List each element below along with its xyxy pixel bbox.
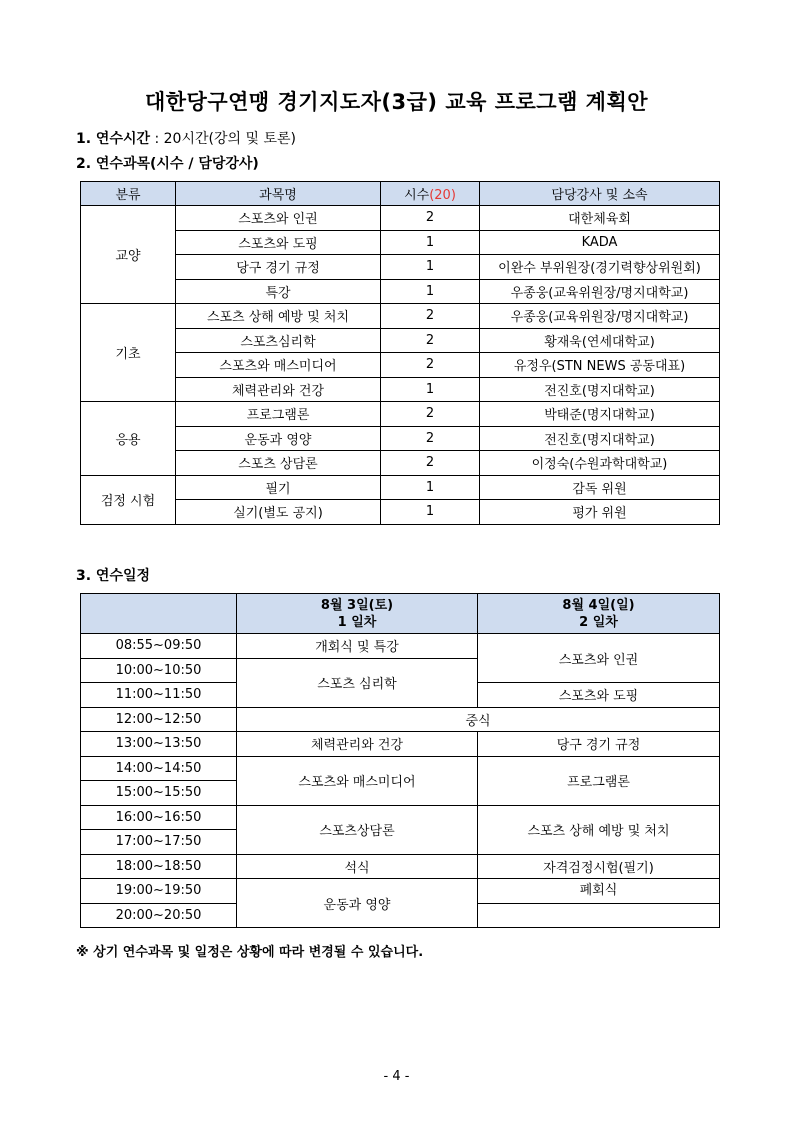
header-day1 — [237, 594, 478, 634]
table-row — [81, 328, 720, 353]
day2-session: 당구 경기 규정 — [478, 732, 720, 757]
time-cell: 08:55~09:50 — [81, 634, 237, 659]
hours-cell: 1 — [381, 475, 480, 500]
time-cell: 15:00~15:50 — [81, 781, 237, 806]
table-row — [81, 500, 720, 525]
day2-session: 스포츠와 인권 — [478, 634, 720, 683]
day2-session: 폐회식 — [478, 879, 720, 904]
day1-session: 석식 — [237, 854, 478, 879]
subject-cell: 스포츠 상담론 — [176, 451, 381, 476]
section-training-hours-value: : 20시간(강의 및 토론) — [154, 131, 296, 147]
day1-date: 8월 3일(토) — [320, 597, 394, 613]
subject-cell: 스포츠와 매스미디어 — [176, 353, 381, 378]
header-subject: 과목명 — [176, 182, 381, 206]
table-row — [81, 451, 720, 476]
day1-session: 개회식 및 특강 — [237, 634, 478, 659]
time-cell: 17:00~17:50 — [81, 830, 237, 855]
section-training-schedule — [76, 565, 150, 585]
section-training-schedule-label: 3. 연수일정 — [76, 568, 151, 584]
table-row — [81, 279, 720, 304]
section-training-subjects-label: 2. 연수과목(시수 / 담당강사) — [76, 156, 259, 172]
day2-date: 8월 4일(일) — [562, 597, 635, 613]
time-cell: 19:00~19:50 — [81, 879, 237, 904]
schedule-row — [81, 634, 720, 659]
instructor-cell: KADA — [480, 230, 720, 255]
day1-session: 체력관리와 건강 — [237, 732, 478, 757]
schedule-row — [81, 854, 720, 879]
table-row — [81, 353, 720, 378]
day1-label: 1 일차 — [337, 614, 377, 630]
instructor-cell: 이완수 부위원장(경기력향상위원회) — [480, 255, 720, 280]
schedule-table-header — [81, 594, 720, 634]
hours-cell: 2 — [381, 353, 480, 378]
schedule-row — [81, 756, 720, 781]
time-cell: 16:00~16:50 — [81, 805, 237, 830]
time-cell: 12:00~12:50 — [81, 707, 237, 732]
table-row — [81, 206, 720, 231]
header-hours — [381, 182, 480, 206]
time-cell: 20:00~20:50 — [81, 903, 237, 928]
course-table-header — [81, 182, 720, 206]
hours-cell: 2 — [381, 328, 480, 353]
instructor-cell: 우종웅(교육위원장/명지대학교) — [480, 304, 720, 329]
time-cell: 13:00~13:50 — [81, 732, 237, 757]
hours-cell: 2 — [381, 206, 480, 231]
hours-cell: 2 — [381, 451, 480, 476]
day2-session: 프로그램론 — [478, 756, 720, 805]
header-category: 분류 — [81, 182, 176, 206]
day2-empty-cell — [478, 903, 720, 928]
schedule-note: ※ 상기 연수과목 및 일정은 상황에 따라 변경될 수 있습니다. — [76, 945, 424, 960]
time-cell: 11:00~11:50 — [81, 683, 237, 708]
hours-cell: 1 — [381, 500, 480, 525]
subject-cell: 스포츠 상해 예방 및 처치 — [176, 304, 381, 329]
instructor-cell: 평가 위원 — [480, 500, 720, 525]
day2-session: 스포츠 상해 예방 및 처치 — [478, 805, 720, 854]
instructor-cell: 유정우(STN NEWS 공동대표) — [480, 353, 720, 378]
time-cell: 14:00~14:50 — [81, 756, 237, 781]
category-cell: 교양 — [81, 206, 176, 304]
schedule-row — [81, 732, 720, 757]
instructor-cell: 황재욱(연세대학교) — [480, 328, 720, 353]
instructor-cell: 우종웅(교육위원장/명지대학교) — [480, 279, 720, 304]
time-cell: 10:00~10:50 — [81, 658, 237, 683]
hours-cell: 2 — [381, 402, 480, 427]
day1-session: 스포츠상담론 — [237, 805, 478, 854]
subject-cell: 체력관리와 건강 — [176, 377, 381, 402]
header-hours-label: 시수 — [404, 188, 430, 203]
section-training-hours-label: 1. 연수시간 — [76, 131, 151, 147]
table-row — [81, 475, 720, 500]
subject-cell: 스포츠와 인권 — [176, 206, 381, 231]
schedule-row — [81, 879, 720, 904]
time-cell: 18:00~18:50 — [81, 854, 237, 879]
header-time-blank — [81, 594, 237, 634]
course-table — [80, 181, 720, 525]
schedule-row — [81, 805, 720, 830]
category-cell: 응용 — [81, 402, 176, 476]
table-row — [81, 255, 720, 280]
instructor-cell: 박태준(명지대학교) — [480, 402, 720, 427]
day2-label: 2 일차 — [579, 614, 618, 630]
hours-cell: 1 — [381, 279, 480, 304]
header-day2 — [478, 594, 720, 634]
header-instructor: 담당강사 및 소속 — [480, 182, 720, 206]
table-row — [81, 426, 720, 451]
subject-cell: 실기(별도 공지) — [176, 500, 381, 525]
category-cell: 검정 시험 — [81, 475, 176, 524]
day1-session: 스포츠와 매스미디어 — [237, 756, 478, 805]
hours-cell: 1 — [381, 377, 480, 402]
subject-cell: 스포츠심리학 — [176, 328, 381, 353]
hours-cell: 1 — [381, 255, 480, 280]
day1-session: 스포츠 심리학 — [237, 658, 478, 707]
subject-cell: 프로그램론 — [176, 402, 381, 427]
subject-cell: 필기 — [176, 475, 381, 500]
subject-cell: 특강 — [176, 279, 381, 304]
schedule-row — [81, 707, 720, 732]
header-hours-total: (20) — [429, 188, 456, 203]
day2-session: 자격검정시험(필기) — [478, 854, 720, 879]
instructor-cell: 전진호(명지대학교) — [480, 377, 720, 402]
instructor-cell: 이정숙(수원과학대학교) — [480, 451, 720, 476]
schedule-table — [80, 593, 720, 928]
category-cell: 기초 — [81, 304, 176, 402]
table-row — [81, 230, 720, 255]
table-row — [81, 402, 720, 427]
subject-cell: 스포츠와 도핑 — [176, 230, 381, 255]
table-row — [81, 304, 720, 329]
hours-cell: 2 — [381, 426, 480, 451]
subject-cell: 당구 경기 규정 — [176, 255, 381, 280]
table-row — [81, 377, 720, 402]
subject-cell: 운동과 영양 — [176, 426, 381, 451]
section-training-subjects — [76, 153, 259, 173]
day2-session: 스포츠와 도핑 — [478, 683, 720, 708]
section-training-hours — [76, 128, 296, 148]
hours-cell: 2 — [381, 304, 480, 329]
instructor-cell: 전진호(명지대학교) — [480, 426, 720, 451]
instructor-cell: 감독 위원 — [480, 475, 720, 500]
lunch-session: 중식 — [237, 707, 720, 732]
hours-cell: 1 — [381, 230, 480, 255]
instructor-cell: 대한체육회 — [480, 206, 720, 231]
day1-session: 운동과 영양 — [237, 879, 478, 928]
page-number: - 4 - — [383, 1069, 410, 1084]
page-title: 대한당구연맹 경기지도자(3급) 교육 프로그램 계획안 — [144, 90, 649, 114]
